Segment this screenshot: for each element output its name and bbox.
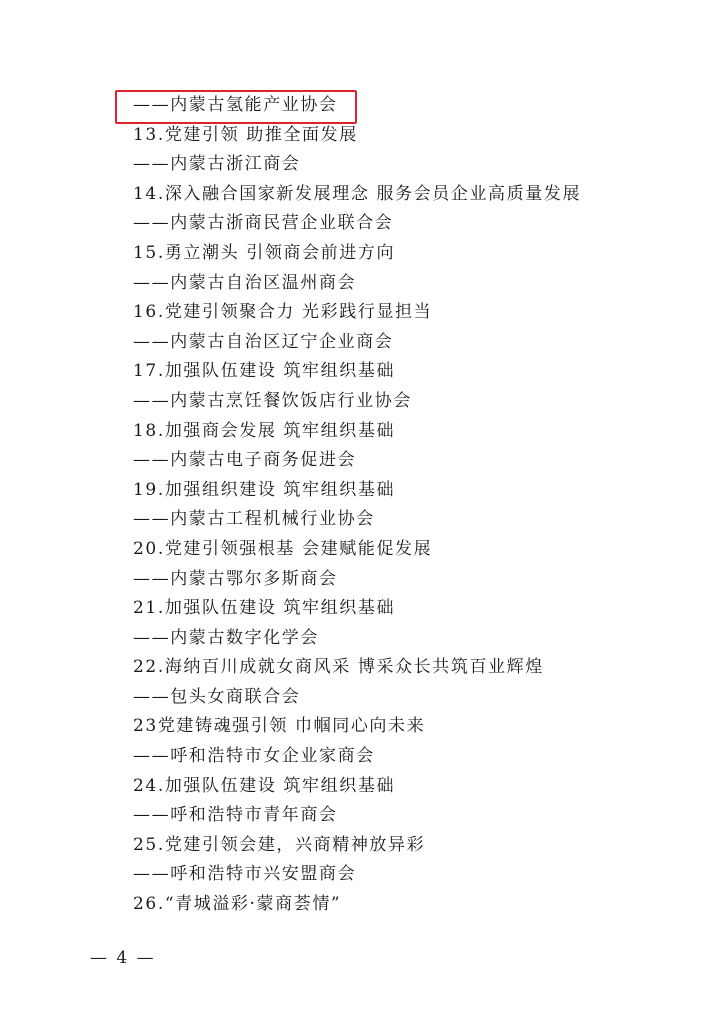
org-line: ——内蒙古烹饪餐饮饭店行业协会 [133,390,412,411]
item-title-line: 20.党建引领强根基 会建赋能促发展 [133,538,433,559]
org-line: ——内蒙古电子商务促进会 [133,450,357,471]
org-line: ——内蒙古数字化学会 [133,627,319,648]
page-number: — 4 — [90,948,156,968]
item-title-line: 26.“青城溢彩·蒙商荟情” [133,894,342,915]
org-line: ——呼和浩特市青年商会 [133,805,338,826]
item-title-line: 25.党建引领会建，兴商精神放异彩 [133,834,426,855]
item-title-line: 19.加强组织建设 筑牢组织基础 [133,479,396,500]
org-line: ——内蒙古鄂尔多斯商会 [133,568,338,589]
document-lines [133,91,693,920]
item-title-line: 16.党建引领聚合力 光彩践行显担当 [133,302,433,323]
org-line: ——呼和浩特市兴安盟商会 [133,864,357,885]
item-title-line: 14.深入融合国家新发展理念 服务会员企业高质量发展 [133,183,582,204]
item-title-line: 23党建铸魂强引领 巾帼同心向未来 [133,716,426,737]
highlight-box [115,90,357,124]
item-title-line: 17.加强队伍建设 筑牢组织基础 [133,361,396,382]
item-title-line: 22.海纳百川成就女商风采 博采众长共筑百业辉煌 [133,657,544,678]
org-line: ——内蒙古工程机械行业协会 [133,509,375,530]
item-title-line: 13.党建引领 助推全面发展 [133,124,358,145]
org-line: ——内蒙古氢能产业协会 [133,95,338,115]
item-title-line: 18.加强商会发展 筑牢组织基础 [133,420,396,441]
org-line: ——呼和浩特市女企业家商会 [133,746,375,767]
org-line: ——内蒙古浙江商会 [133,154,301,175]
item-title-line: 21.加强队伍建设 筑牢组织基础 [133,598,396,619]
org-line: ——包头女商联合会 [133,686,301,707]
org-line: ——内蒙古浙商民营企业联合会 [133,213,394,234]
org-line: ——内蒙古自治区辽宁企业商会 [133,331,394,352]
item-title-line: 15.勇立潮头 引领商会前进方向 [133,242,396,263]
org-line: ——内蒙古自治区温州商会 [133,272,357,293]
item-title-line: 24.加强队伍建设 筑牢组织基础 [133,775,396,796]
